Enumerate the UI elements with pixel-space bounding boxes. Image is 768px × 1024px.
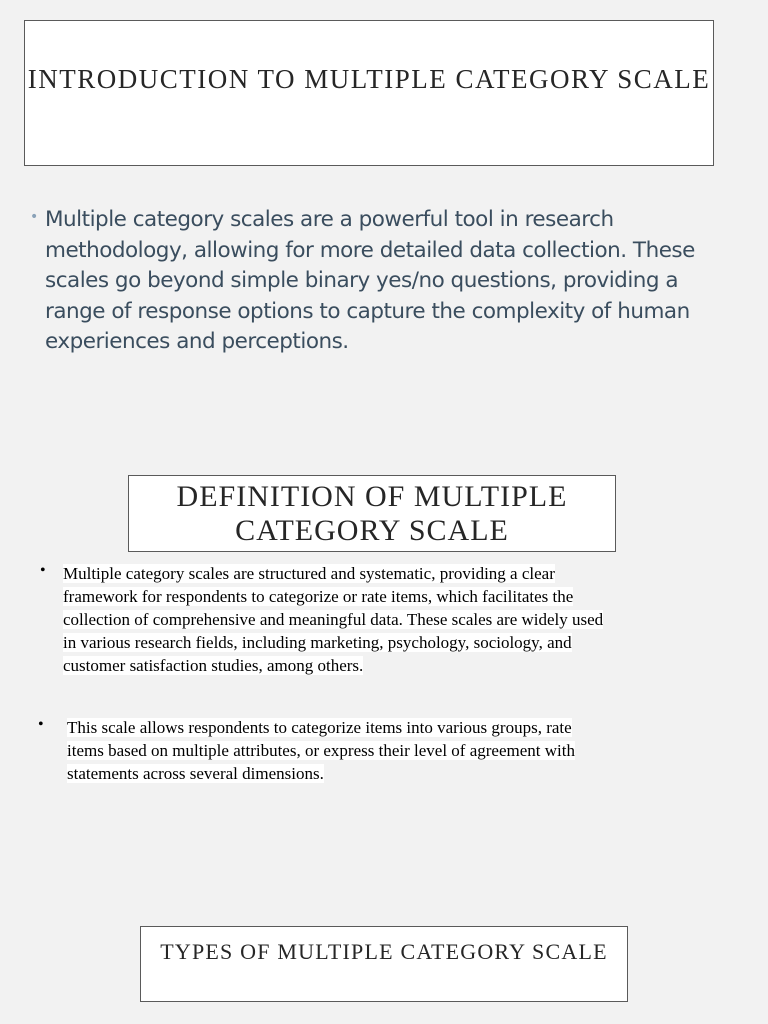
bullet-icon: • (30, 209, 39, 225)
definition-text-1: Multiple category scales are structured and systematic, providing a clear framework for respondents to categorize or rate items, which facilitates the collection of comprehensive and meaningful data. These scales are widely used in various research fields, including marketing, psychology, sociology, and customer satisfaction studies, among others. (63, 564, 604, 675)
intro-title-box (24, 20, 714, 166)
types-title: TYPES OF MULTIPLE CATEGORY SCALE (160, 939, 608, 964)
intro-text: Multiple category scales are a powerful tool in research methodology, allowing for more detailed data collection. These scales go beyond simple binary yes/no questions, providing a range of response options to capture the complexity of human experiences and perceptions. (45, 207, 695, 355)
definition-text-2: This scale allows respondents to categorize items into various groups, rate items based on multiple attributes, or express their level of agreement with statements across several dimensions. (67, 718, 575, 783)
definition-bullet-1 (40, 562, 620, 677)
intro-bullet (30, 205, 730, 358)
bullet-icon: • (38, 716, 44, 733)
definition-title: DEFINITION OF MULTIPLE CATEGORY SCALE (176, 480, 568, 547)
intro-title: INTRODUCTION TO MULTIPLE CATEGORY SCALE (27, 64, 711, 94)
definition-title-box (128, 475, 616, 552)
definition-bullet-2 (38, 716, 628, 785)
types-title-box (140, 926, 628, 1002)
bullet-icon: • (40, 562, 46, 579)
